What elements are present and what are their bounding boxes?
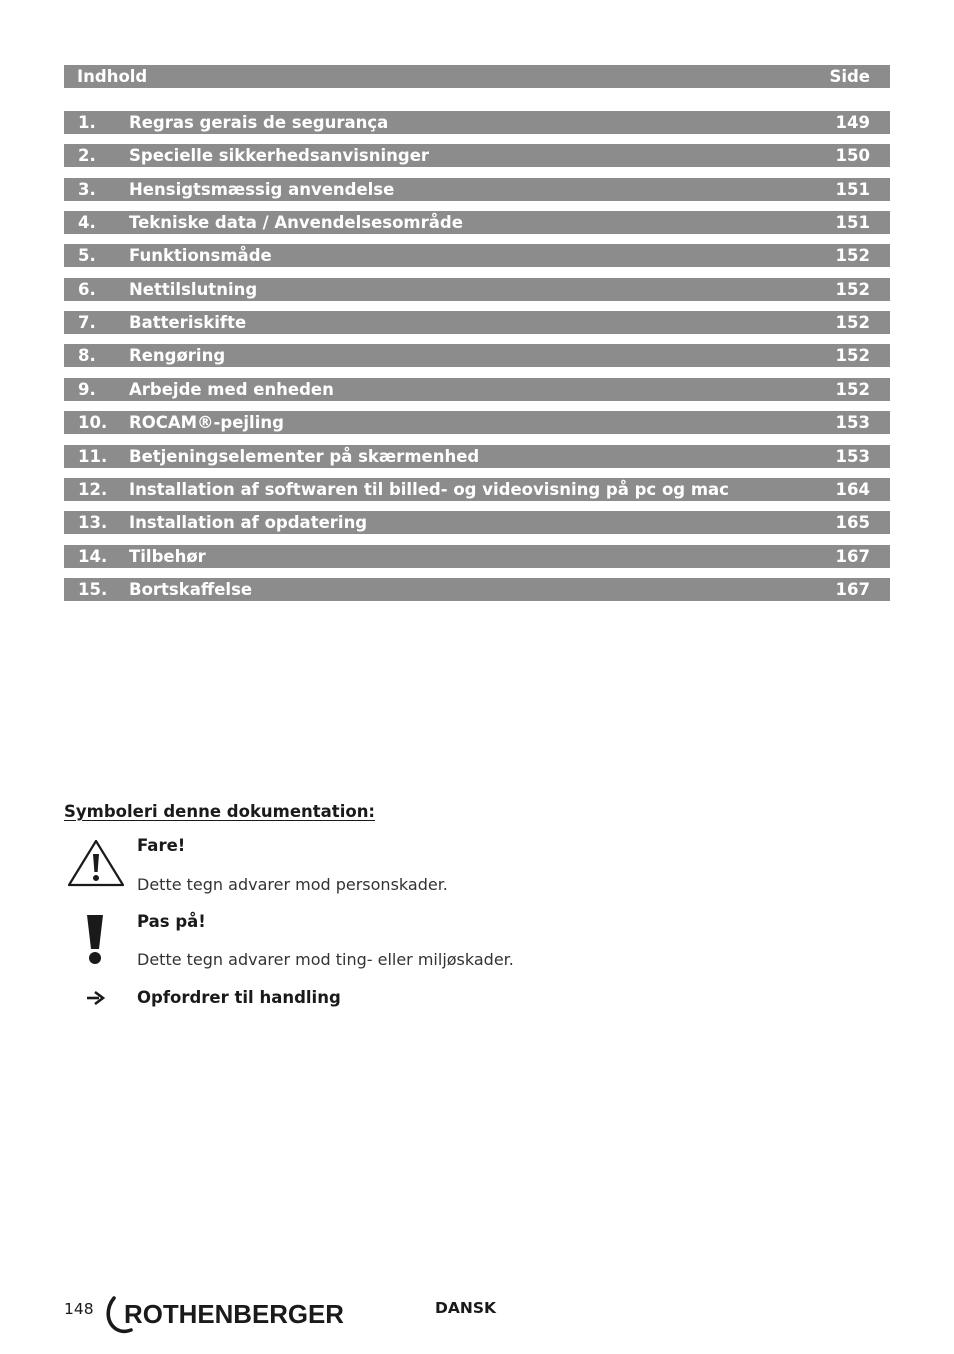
toc-row [64, 378, 890, 401]
logo-text: ROTHENBERGER [124, 1299, 345, 1329]
toc-row-title: ROCAM®-pejling [129, 413, 284, 432]
page-number: 148 [64, 1300, 94, 1318]
toc-row-number: 4. [78, 213, 96, 232]
toc-row-title: Funktionsmåde [129, 246, 272, 265]
toc-row-title: Tilbehør [129, 547, 206, 566]
action-title: Opfordrer til handling [137, 988, 341, 1007]
toc-row-page: 149 [835, 113, 870, 132]
arrow-right-icon [86, 990, 106, 1010]
toc-row-number: 15. [78, 580, 108, 599]
toc-row [64, 411, 890, 434]
toc-row-title: Tekniske data / Anvendelsesområde [129, 213, 463, 232]
toc-row-number: 3. [78, 180, 96, 199]
toc-row-title: Hensigtsmæssig anvendelse [129, 180, 395, 199]
toc-row-number: 9. [78, 380, 96, 399]
toc-row-page: 165 [835, 513, 870, 532]
toc-row-page: 167 [835, 547, 870, 566]
toc-row-number: 14. [78, 547, 108, 566]
toc-row [64, 211, 890, 234]
toc-row-number: 2. [78, 146, 96, 165]
toc-row-page: 152 [835, 380, 870, 399]
toc-row-number: 6. [78, 280, 96, 299]
toc-row [64, 244, 890, 267]
toc-row-page: 164 [835, 480, 870, 499]
toc-row-title: Batteriskifte [129, 313, 247, 332]
toc-row-title: Betjeningselementer på skærmenhed [129, 447, 480, 466]
caution-desc: Dette tegn advarer mod ting- eller miljøskader. [137, 950, 514, 969]
caution-title: Pas på! [137, 912, 206, 931]
toc-row [64, 511, 890, 534]
exclamation-icon [84, 913, 106, 969]
toc-row [64, 445, 890, 468]
symbols-heading: Symboleri denne dokumentation: [64, 802, 376, 821]
toc-row-page: 152 [835, 246, 870, 265]
warning-triangle-icon [66, 838, 126, 892]
toc-row [64, 278, 890, 301]
toc-row-page: 153 [835, 413, 870, 432]
toc-row-page: 167 [835, 580, 870, 599]
toc-header-side: Side [829, 67, 870, 86]
toc-row-number: 11. [78, 447, 108, 466]
toc-row-page: 153 [835, 447, 870, 466]
toc-row-number: 13. [78, 513, 108, 532]
toc-row-title: Installation af opdatering [129, 513, 368, 532]
toc-row-page: 152 [835, 313, 870, 332]
toc-row-number: 7. [78, 313, 96, 332]
toc-row-title: Bortskaffelse [129, 580, 253, 599]
toc-row-page: 152 [835, 346, 870, 365]
toc-row-page: 151 [835, 213, 870, 232]
toc-row [64, 578, 890, 601]
danger-desc: Dette tegn advarer mod personskader. [137, 875, 448, 894]
toc-row [64, 545, 890, 568]
toc-row-title: Rengøring [129, 346, 226, 365]
toc-header-title: Indhold [77, 67, 148, 86]
toc-row-title: Nettilslutning [129, 280, 258, 299]
toc-row-title: Installation af softwaren til billed- og videovisning på pc og mac [129, 480, 729, 499]
toc-header [64, 65, 890, 88]
toc-row-number: 10. [78, 413, 108, 432]
toc-row [64, 344, 890, 367]
toc-row-page: 150 [835, 146, 870, 165]
toc-row-number: 5. [78, 246, 96, 265]
footer-language: DANSK [435, 1299, 497, 1317]
toc-row-number: 12. [78, 480, 108, 499]
toc-row [64, 144, 890, 167]
rothenberger-logo [104, 1294, 349, 1338]
toc-row-title: Arbejde med enheden [129, 380, 334, 399]
toc-row [64, 478, 890, 501]
toc-row-number: 1. [78, 113, 96, 132]
toc-row-page: 151 [835, 180, 870, 199]
toc-row-page: 152 [835, 280, 870, 299]
toc-row-title: Specielle sikkerhedsanvisninger [129, 146, 430, 165]
toc-row [64, 111, 890, 134]
toc-row-title: Regras gerais de segurança [129, 113, 389, 132]
toc-row [64, 178, 890, 201]
danger-title: Fare! [137, 836, 186, 855]
toc-row [64, 311, 890, 334]
toc-row-number: 8. [78, 346, 96, 365]
